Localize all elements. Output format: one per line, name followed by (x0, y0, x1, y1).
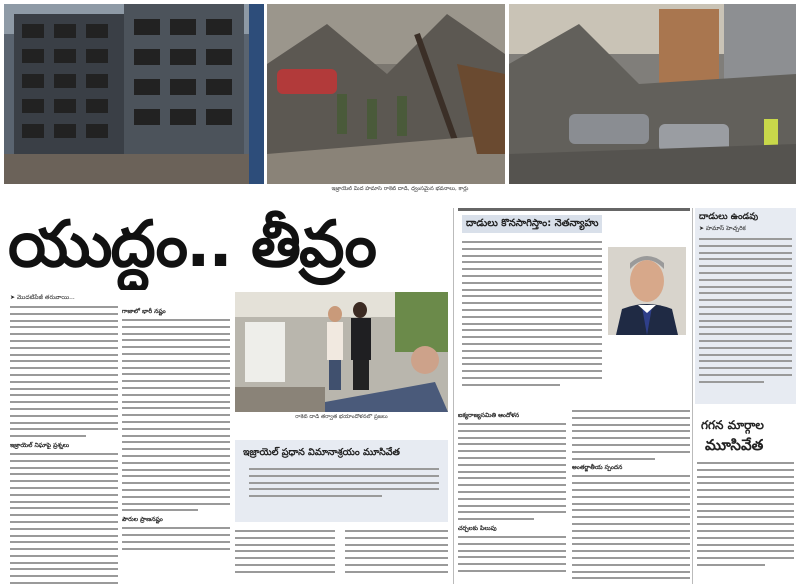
photo-rubble-street (267, 4, 505, 184)
section-head-mid-right: ఐక్యరాజ్యసమితి ఆందోళన (458, 412, 520, 419)
quote-box (235, 440, 448, 522)
right-box-subtitle: ➤ హమాస్ హెచ్చరిక (699, 225, 746, 232)
article-column-4 (345, 530, 448, 584)
article-column-6 (572, 410, 690, 584)
side-heading-line1: గగన మార్గాల (701, 418, 764, 432)
photo-destroyed-cars (509, 4, 796, 184)
section-head-right-mid: అంతర్జాతీయ స్పందన (572, 464, 623, 472)
column-rule (453, 208, 454, 584)
side-heading-box (695, 410, 796, 584)
article-column-3 (235, 530, 335, 584)
section-head-col2-bottom: పౌరుల ప్రాణనష్టం (122, 516, 163, 524)
netanyahu-box (458, 208, 690, 407)
right-box-title: దాడులు ఉండవు (699, 212, 759, 222)
column-rule (692, 208, 693, 584)
inset-photo-caption: రాకెట్ దాడి తర్వాత భయాందోళనలో ప్రజలు (295, 414, 388, 420)
photo-damaged-building (4, 4, 264, 184)
main-headline: యుద్ధం.. తీవ్రం (8, 208, 375, 282)
netanyahu-box-text (462, 241, 602, 391)
article-column-5 (458, 410, 566, 584)
netanyahu-photo (608, 247, 686, 335)
article-column-2 (122, 306, 230, 584)
right-box-text (699, 238, 792, 388)
dateline: ➤ మొదటిపేజీ తరువాయి... (10, 294, 75, 301)
quote-box-title: ఇజ్రాయెల్ ప్రధాన విమానాశ్రయం మూసివేత (243, 447, 400, 458)
side-heading-line2: మూసివేత (705, 436, 764, 454)
section-head-mid-right-2: చర్చలకు పిలుపు (458, 524, 497, 532)
section-head-col2-top: గాజాలో భారీ నష్టం (122, 308, 166, 315)
photo-injured-people (235, 292, 448, 412)
right-news-box (695, 208, 796, 404)
netanyahu-box-title: దాడులు కొనసాగిస్తాం: నెతన్యాహు (462, 215, 602, 233)
section-head-left-mid: ఇజ్రాయెల్ నిఘాపై ప్రశ్నలు (10, 441, 70, 449)
photo-caption: ఇజ్రాయెల్ మీద హమాస్ రాకెట్ దాడి, ధ్వంసమైన భవనాలు, కార్లు (331, 186, 469, 192)
quote-box-text (249, 468, 439, 502)
side-heading-text (697, 462, 794, 571)
article-column-1 (10, 306, 118, 584)
